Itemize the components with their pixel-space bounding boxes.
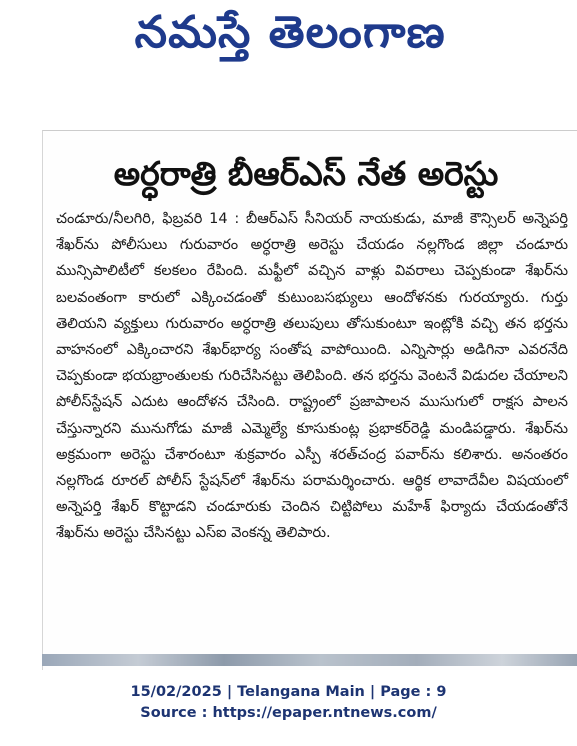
footer-source-link[interactable]: Source : https://epaper.ntnews.com/	[140, 705, 437, 721]
article-body	[56, 206, 568, 547]
page-footer	[0, 682, 577, 724]
article-headline: అర్ధరాత్రి బీఆర్ఎస్ నేత అరెస్టు	[113, 154, 499, 193]
footer-edition-info: 15/02/2025 | Telangana Main | Page : 9	[130, 684, 447, 700]
article-text: బీఆర్ఎస్ సీనియర్ నాయకుడు, మాజీ కౌన్సిలర్ అన్నెపర్తి శేఖర్‌ను పోలీసులు గురువారం అర్ధరాత్రి అరెస్టు చేయడం నల్లగొండ జిల్లా చండూరు మున్సిపాలిటీలో కలకలం రేపింది. మఫ్టీలో వచ్చిన వాళ్లు వివరాలు చెప్పకుండా శేఖర్‌ను బలవంతంగా కారులో ఎక్కించడంతో కుటుంబసభ్యులు ఆందోళనకు గురయ్యారు. గుర్తు తెలియని వ్యక్తులు గురువారం అర్ధరాత్రి తలుపులు తోసుకుంటూ ఇంట్లోకి వచ్చి తన భర్తను వాహనంలో ఎక్కించారని శేఖర్‌భార్య సంతోష వాపోయింది. ఎన్నిసార్లు అడిగినా ఎవరనేది చెప్పకుండా భయభ్రాంతులకు గురిచేసినట్టు తెలిపింది. తన భర్తను వెంటనే విడుదల చేయాలని పోలీస్‌స్టేషన్ ఎదుట ఆందోళన చేసింది. రాష్ట్రంలో ప్రజాపాలన ముసుగులో రాక్షస పాలన చేస్తున్నారని మునుగోడు మాజీ ఎమ్మెల్యే కూసుకుంట్ల ప్రభాకర్‌రెడ్డి మండిపడ్డారు. శేఖర్‌ను అక్రమంగా అరెస్టు చేశారంటూ శుక్రవారం ఎస్పీ శరత్‌చంద్ర పవార్‌ను కలిశారు. అనంతరం నల్లగొండ రూరల్ పోలీస్ స్టేషన్‌లో శేఖర్‌ను పరామర్శించారు. ఆర్థిక లావాదేవీల విషయంలో అన్నెపర్తి శేఖర్ కొట్టాడని చండూరుకు చెందిన చిట్టిపోలు మహేశ్ ఫిర్యాదు చేయడంతోనే శేఖర్‌ను అరెస్టు చేసినట్టు ఎస్ఐ వెంకన్న తెలిపారు.	[56, 211, 568, 542]
article-dateline: చండూరు/నీలగిరి, ఫిబ్రవరి 14 :	[56, 211, 247, 227]
masthead-logo-text: నమస్తే తెలంగాణ	[134, 7, 446, 58]
newspaper-masthead	[80, 8, 500, 68]
photo-edge	[42, 654, 577, 666]
